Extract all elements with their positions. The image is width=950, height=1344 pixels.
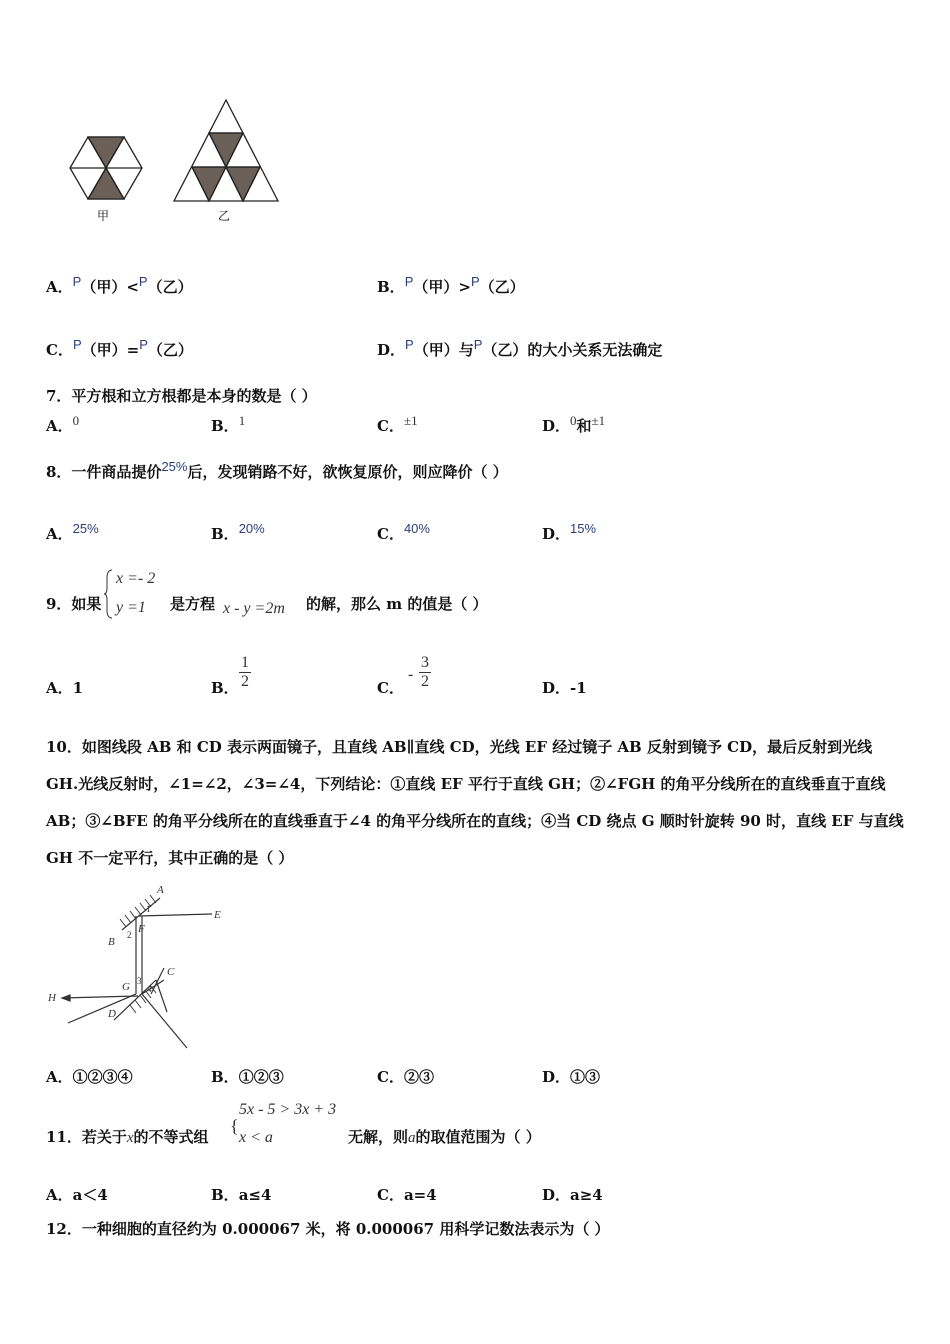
q12-stem: 12．一种细胞的直径约为 0.000067 米，将 0.000067 用科学记数法表示为（ ）	[46, 1220, 610, 1238]
q6-option-b[interactable]: B．P（甲）>P（乙）	[377, 274, 525, 296]
q11-option-b[interactable]: B．a≤4	[211, 1186, 272, 1204]
q10-mirror-figure	[44, 880, 244, 1052]
label-b: B	[108, 936, 115, 948]
label-2: 2	[127, 930, 132, 940]
q7-option-c[interactable]: C．±1	[377, 413, 418, 435]
label-3: 3	[137, 976, 142, 986]
label-d: D	[108, 1008, 116, 1020]
q9-system-line1: x =- 2	[116, 570, 156, 587]
q10-option-b[interactable]: B．①②③	[211, 1068, 284, 1086]
ray-ef	[139, 914, 212, 916]
q9-brace	[104, 568, 114, 620]
q11-system-line2: x < a	[239, 1129, 273, 1146]
q9-option-d[interactable]: D．-1	[542, 679, 587, 697]
q7-option-b[interactable]: B．1	[211, 413, 246, 435]
q9-equation: x - y =2m	[223, 600, 285, 617]
q11-option-a[interactable]: A．a＜4	[46, 1186, 108, 1204]
figure-jia	[70, 137, 142, 199]
q11-system-line1: 5x - 5 > 3x + 3	[239, 1101, 337, 1118]
label-g: G	[122, 981, 130, 993]
q7-option-a[interactable]: A．0	[46, 413, 80, 435]
q9-option-b-fraction[interactable]: $\frac{1}{2}$	[241, 654, 249, 690]
q9-stem-middle: 是方程	[170, 595, 216, 613]
label-e: E	[214, 909, 221, 921]
q11-stem: 11．若关于x的不等式组	[46, 1128, 209, 1146]
label-1: 1	[146, 904, 151, 914]
triangle-grid-figure	[60, 95, 290, 225]
q11-stem-suffix: 无解，则a的取值范围为（ ）	[348, 1128, 541, 1146]
q6-option-c[interactable]: C．P（甲）=P（乙）	[46, 337, 193, 359]
q9-option-a[interactable]: A．1	[46, 679, 84, 697]
q9-stem-suffix: 的解，那么 m 的值是（ ）	[306, 595, 488, 613]
label-f: F	[138, 923, 145, 935]
q9-option-c-fraction[interactable]: $\frac{3}{2}$	[421, 654, 429, 690]
q10-option-c[interactable]: C．②③	[377, 1068, 434, 1086]
q10-option-d[interactable]: D．①③	[542, 1068, 601, 1086]
q11-option-c[interactable]: C．a=4	[377, 1186, 437, 1204]
figure-yi	[174, 100, 278, 201]
q7-stem: 7．平方根和立方根都是本身的数是（ ）	[46, 387, 317, 405]
q10-option-a[interactable]: A．①②③④	[46, 1068, 133, 1086]
q7-option-d[interactable]: D．0和±1	[542, 413, 606, 435]
q8-option-c[interactable]: C．40%	[377, 521, 430, 543]
q10-stem: 10．如图线段 AB 和 CD 表示两面镜子，且直线 AB∥直线 CD，光线 EF 经过镜子 AB 反射到镜予 CD，最后反射到光线 GH.光线反射时，∠1=∠2，∠3=∠4，下列结论：①直线 EF 平行于直线 GH；②∠FGH 的角平分线所在的直线垂直于直线 AB；③∠BFE 的角平分线所在的直线垂直于∠4 的角平分线所在的直线；④当 CD 绕点 G 顺时针旋转 90 时，直线 EF 与直线 GH 不一定平行，其中正确的是（ ）	[46, 738, 904, 867]
figure-label-yi: 乙	[218, 209, 231, 223]
q6-option-a[interactable]: A．P（甲）<P（乙）	[46, 274, 193, 296]
q11-option-d[interactable]: D．a≥4	[542, 1186, 603, 1204]
q8-stem: 8．一件商品提价25%后，发现销路不好，欲恢复原价，则应降价（ ）	[46, 459, 508, 481]
q9-option-c-sign: -	[408, 666, 414, 683]
label-a: A	[157, 884, 164, 896]
q6-option-d[interactable]: D．P（甲）与P（乙）的大小关系无法确定	[377, 337, 663, 359]
q8-option-b[interactable]: B．20%	[211, 521, 265, 543]
q9-system-line2: y =1	[116, 599, 146, 616]
q8-option-a[interactable]: A．25%	[46, 521, 99, 543]
label-h: H	[48, 992, 56, 1004]
q8-option-d[interactable]: D．15%	[542, 521, 597, 543]
q9-option-b-letter[interactable]: B．	[211, 679, 239, 697]
label-4: 4	[147, 984, 152, 994]
label-c: C	[167, 966, 175, 978]
figure-label-jia: 甲	[97, 209, 110, 223]
q9-stem-prefix: 9．如果	[46, 595, 102, 613]
q11-brace: {	[230, 1116, 239, 1136]
q9-option-c-letter[interactable]: C．	[377, 679, 404, 697]
mirror-cd-hatch	[130, 985, 156, 1013]
